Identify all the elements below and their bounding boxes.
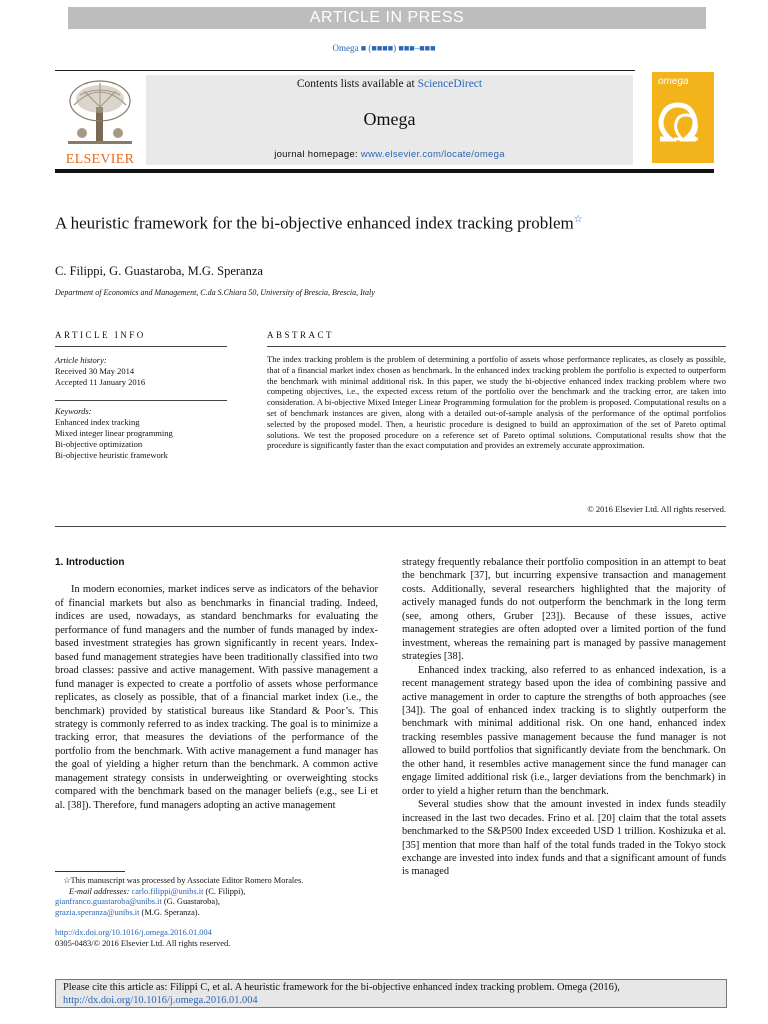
article-title xyxy=(55,209,615,235)
journal-homepage xyxy=(146,149,633,160)
publisher-logo[interactable] xyxy=(55,77,145,165)
abstract-text: The index tracking problem is the problem of determining a portfolio of assets whose performance replicates, as closely as possible, that of a financial market index chosen as benchmark. In the enhanced index tracking problem the portfolio is expected to outperform the benchmark with minimal additional risk. In this paper, we study the bi-objective enhanced index tracking problem where two competing objectives, i.e., the expected excess return of the portfolio over the benchmark and the tracking error, are taken into consideration. A bi-objective Mixed Integer Linear Programming formulation for the problem is proposed. Computational results on a set of benchmark instances are given, along with a detailed out-of-sample analysis of the performance of the optimal portfolios selected by the proposed model. Then, a heuristic procedure is designed to build an approximation of the set of Pareto optimal solutions. We test the proposed procedure on a reference set of Pareto optimal solutions. Computational results show that the procedure is significantly faster than the exact computation and provides an extremely accurate approximation. xyxy=(267,354,726,451)
section-heading-introduction: 1. Introduction xyxy=(55,557,125,568)
history-label: Article history: xyxy=(55,355,107,365)
email-label: E-mail addresses: xyxy=(69,886,132,896)
keywords-block xyxy=(55,406,173,461)
keyword: Mixed integer linear programming xyxy=(55,428,173,438)
abstract-heading: ABSTRACT xyxy=(267,330,335,340)
keyword: Enhanced index tracking xyxy=(55,417,140,427)
sciencedirect-link[interactable]: ScienceDirect xyxy=(417,78,483,90)
citation-box xyxy=(55,979,727,1008)
paragraph: Several studies show that the amount invested in index funds steadily increased in the last two decades. Frino et al. [20] claim that the total assets benchmarked to the S&P500 Index exceeded USD 1 trillion. Koshizuka et al. [35] mention that more than half of the total funds traded in the Tokyo stock exchange are invested into index funds and that a significant amount of funds is managed xyxy=(402,799,726,878)
journal-masthead xyxy=(146,75,633,165)
doi-link[interactable]: http://dx.doi.org/10.1016/j.omega.2016.01.004 xyxy=(55,928,212,938)
email-link[interactable]: grazia.speranza@unibs.it xyxy=(55,907,140,917)
affiliation: Department of Economics and Management, C.da S.Chiara 50, University of Brescia, Brescia, Italy xyxy=(55,288,375,297)
accepted-date: Accepted 11 January 2016 xyxy=(55,377,146,387)
email-line xyxy=(55,908,378,919)
received-date: Received 30 May 2014 xyxy=(55,366,135,376)
email-owner: (G. Guastaroba), xyxy=(161,897,220,907)
cover-title: omega xyxy=(658,76,689,87)
article-history xyxy=(55,355,145,388)
citation-text: Please cite this article as: Filippi C, et al. A heuristic framework for the bi-objective enhanced index tracking problem. Omega (2016), xyxy=(63,982,620,993)
article-info-heading: ARTICLE INFO xyxy=(55,330,146,340)
masthead-rule xyxy=(55,70,635,71)
info-rule xyxy=(55,346,227,347)
citation-doi-link[interactable]: http://dx.doi.org/10.1016/j.omega.2016.01.004 xyxy=(63,995,258,1006)
publisher-name: ELSEVIER xyxy=(65,152,135,167)
abstract-end-rule xyxy=(55,526,726,527)
journal-cover-image[interactable] xyxy=(652,72,714,163)
abstract-copyright: © 2016 Elsevier Ltd. All rights reserved. xyxy=(587,504,726,514)
omega-symbol-icon xyxy=(652,87,714,147)
paragraph: strategy frequently rebalance their portfolio composition in an attempt to beat the benchmark [37], but incurring expensive transaction and management costs. Additionally, several researchers highlighted that the majority of actively managed funds do not outperform the benchmark in the long term (see, among others, Gruber [23]). Because of these issues, active management strategies are often adopted over a limited portion of the fund investment, whereas the remaining part is managed by passive management strategies [38]. xyxy=(402,557,726,663)
footnotes xyxy=(55,876,378,950)
issn-copyright: 0305-0483/© 2016 Elsevier Ltd. All rights reserved. xyxy=(55,938,231,948)
email-line xyxy=(55,897,378,908)
journal-title: Omega xyxy=(363,109,416,129)
email-line xyxy=(55,887,378,898)
footnote-rule xyxy=(55,871,125,872)
contents-prefix: Contents lists available at xyxy=(296,78,418,90)
keyword: Bi-objective heuristic framework xyxy=(55,450,168,460)
email-owner: (M.G. Speranza). xyxy=(139,907,200,917)
paragraph: Enhanced index tracking, also referred to as enhanced indexation, is a recent management strategy based upon the idea of combining passive and active management in order to capture the strengths of both approaches (see [34]). The goal of enhanced index tracking is to slightly outperform the benchmark with minimal additional risk. On one hand, enhanced index tracking resembles passive management because the fund manager is not allowed to build portfolios that significantly deviate from the benchmark. On the other hand, it resembles active management since the fund manager can engage limited additional risk (i.e., larger deviations from the benchmark) in order to yield a higher return than the benchmark. xyxy=(402,664,726,797)
history-rule xyxy=(55,400,227,401)
paragraph: In modern economies, market indices serve as indicators of the behavior of financial markets but also as benchmarks in financial trading. Indeed, indices are used, nowadays, as standard benchmarks for evaluating the performance of fund managers and the number of funds managed by index-based investment strategies has grown significantly in recent years. Index-based fund management strategies have been traditionally classified into two broad classes: passive and active management. With passive management a fund manager is expected to create a portfolio of assets whose performance replicates, as closely as possible, that of a financial market index (i.e., the benchmark) provided by statistical bureaus like Standard & Poor’s. This strategy is commonly referred to as index tracking. The goal is to minimize a tracking error, that measures the deviations of the performance of the portfolio from the benchmark. With active management a fund manager has the goal of yielding a higher return than the benchmark. A common active management strategy consists in underweighting or overweighting stocks compared with the benchmark based on the manager beliefs (e.g., see Li et al. [38]). Therefore, fund managers adopting an active management xyxy=(55,584,378,811)
journal-reference[interactable]: Omega ■ (■■■■) ■■■–■■■ xyxy=(332,43,436,53)
article-title-text: A heuristic framework for the bi-objective enhanced index tracking problem xyxy=(55,213,574,233)
keyword: Bi-objective optimization xyxy=(55,439,143,449)
email-owner: (C. Filippi), xyxy=(203,886,246,896)
left-column xyxy=(55,556,378,812)
header-thick-rule xyxy=(55,169,714,173)
contents-line xyxy=(146,78,633,90)
editor-note: ☆This manuscript was processed by Associate Editor Romero Morales. xyxy=(63,876,304,885)
article-in-press-banner: ARTICLE IN PRESS xyxy=(68,7,706,29)
elsevier-tree-icon xyxy=(60,77,140,147)
keywords-label: Keywords: xyxy=(55,406,92,416)
right-column xyxy=(402,556,726,879)
email-link[interactable]: carlo.filippi@unibs.it xyxy=(131,886,204,896)
homepage-prefix: journal homepage: xyxy=(274,149,361,160)
email-link[interactable]: gianfranco.guastaroba@unibs.it xyxy=(55,897,162,907)
abstract-rule xyxy=(267,346,726,347)
authors: C. Filippi, G. Guastaroba, M.G. Speranza xyxy=(55,264,263,278)
homepage-link[interactable]: www.elsevier.com/locate/omega xyxy=(360,149,505,160)
title-footnote-marker[interactable]: ☆ xyxy=(573,214,583,225)
